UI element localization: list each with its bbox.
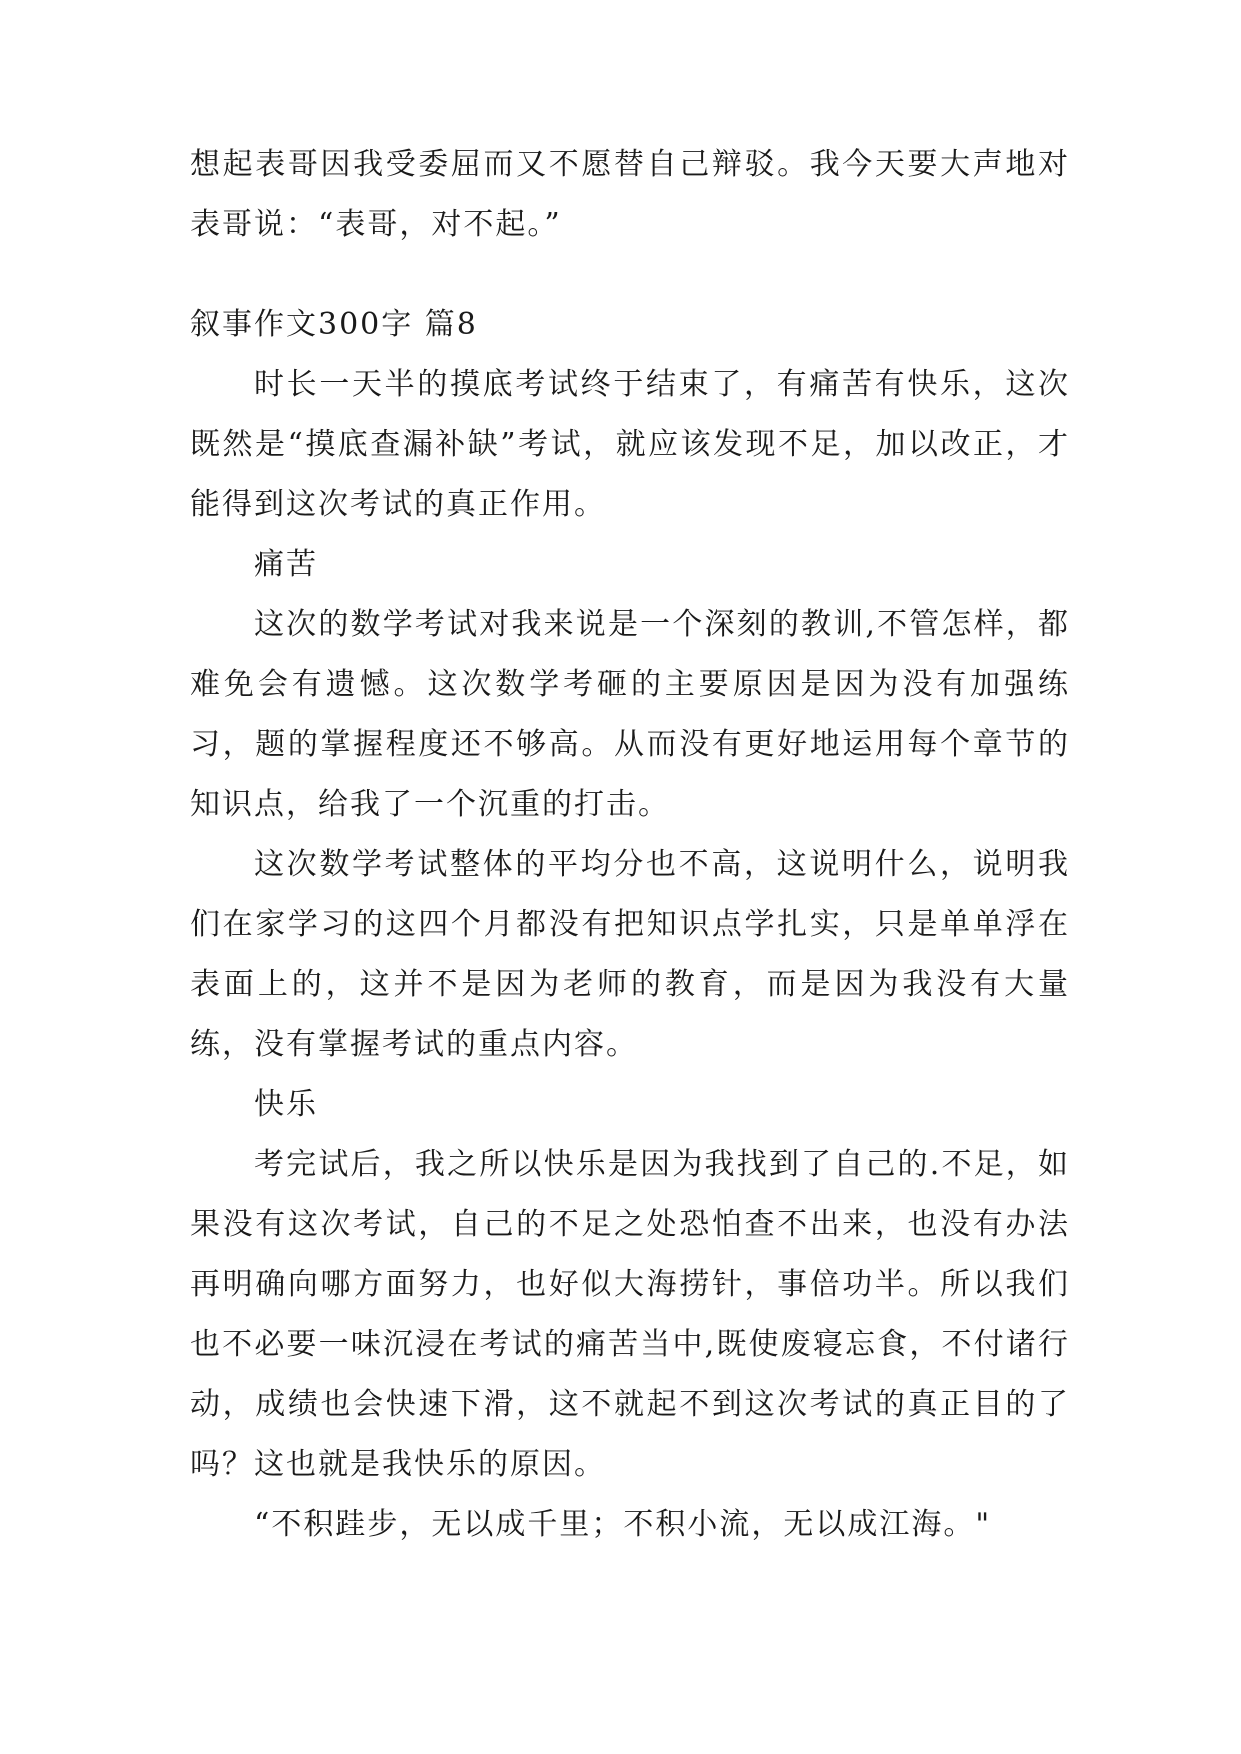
section-title: 叙事作文300字 篇8 (190, 307, 478, 342)
paragraph-pain-1: 这次的数学考试对我来说是一个深刻的教训,不管怎样，都难免会有遗憾。这次数学考砸的主要原因是因为没有加强练习，题的掌握程度还不够高。从而没有更好地运用每个章节的知识点，给我了一个沉重的打击。 (190, 607, 1070, 822)
paragraph-quote: “不积跬步，无以成千里；不积小流，无以成江海。" (254, 1507, 992, 1542)
paragraph-pain-2: 这次数学考试整体的平均分也不高，这说明什么，说明我们在家学习的这四个月都没有把知识点学扎实，只是单单浮在表面上的，这并不是因为老师的教育，而是因为我没有大量练，没有掌握考试的重点内容。 (190, 847, 1070, 1062)
section-block (190, 295, 1070, 1555)
paragraph-joy: 考完试后，我之所以快乐是因为我找到了自己的.不足，如果没有这次考试，自己的不足之处恐怕查不出来，也没有办法再明确向哪方面努力，也好似大海捞针，事倍功半。所以我们也不必要一味沉浸在考试的痛苦当中,既使废寝忘食，不付诸行动，成绩也会快速下滑，这不就起不到这次考试的真正目的了吗？这也就是我快乐的原因。 (190, 1147, 1070, 1482)
continuation-block (190, 135, 1070, 255)
continuation-paragraph: 想起表哥因我受委屈而又不愿替自己辩驳。我今天要大声地对表哥说：“表哥，对不起。” (190, 147, 1070, 242)
subheading-pain: 痛苦 (254, 547, 318, 582)
subheading-joy: 快乐 (254, 1087, 318, 1122)
paragraph-intro: 时长一天半的摸底考试终于结束了，有痛苦有快乐，这次既然是“摸底查漏补缺”考试，就应该发现不足，加以改正，才能得到这次考试的真正作用。 (190, 367, 1070, 522)
